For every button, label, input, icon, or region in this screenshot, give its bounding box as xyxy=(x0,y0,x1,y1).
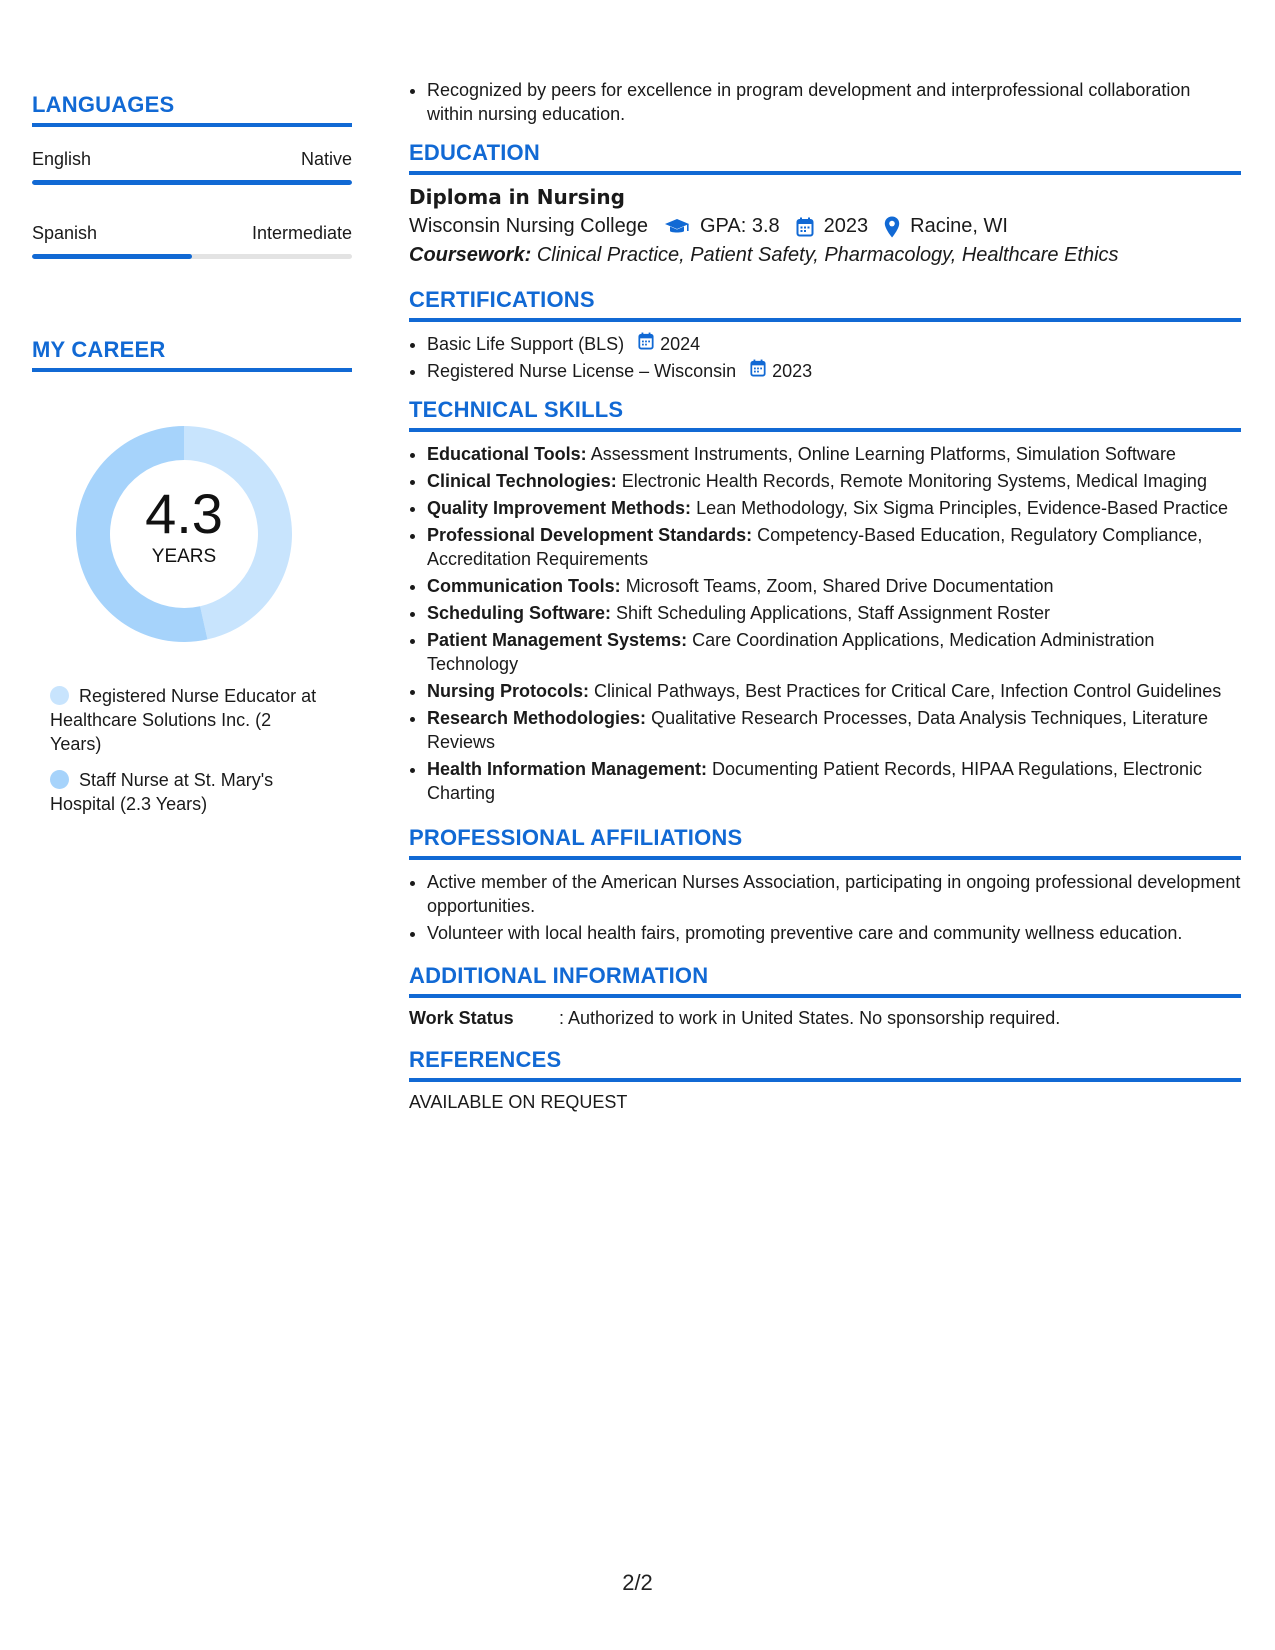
certification-year: 2023 xyxy=(772,361,813,381)
skill-values: Competency-Based Education, Regulatory Compliance, Accreditation Requirements xyxy=(427,525,1203,569)
skill-category: Health Information Management: xyxy=(427,759,708,779)
skill-values: Documenting Patient Records, HIPAA Regulations, Electronic Charting xyxy=(427,759,1202,803)
education-section xyxy=(409,140,1241,267)
education-details xyxy=(409,215,1241,238)
certifications-list xyxy=(409,332,1241,383)
certification-year: 2024 xyxy=(660,334,701,354)
certification-name: • Registered Nurse License – Wisconsin xyxy=(427,361,737,381)
degree-title: Diploma in Nursing xyxy=(409,185,625,209)
gpa: GPA: 3.8 xyxy=(699,215,780,237)
language-proficiency-bar xyxy=(32,254,352,259)
certification-item xyxy=(427,359,1241,383)
skill-category: Quality Improvement Methods: xyxy=(427,498,692,518)
skill-item xyxy=(427,706,1241,754)
skill-values: Qualitative Research Processes, Data Analysis Techniques, Literature Reviews xyxy=(427,708,1209,752)
skill-item xyxy=(427,523,1241,571)
skill-values: Shift Scheduling Applications, Staff Assignment Roster xyxy=(616,603,1050,623)
skill-values: Assessment Instruments, Online Learning Platforms, Simulation Software xyxy=(590,444,1176,464)
skills-list xyxy=(409,442,1241,805)
skill-item xyxy=(427,679,1241,703)
experience-bullet: • Recognized by peers for excellence in program development and interprofessional collaboration within nursing education. xyxy=(427,78,1241,126)
language-item-english xyxy=(32,149,352,185)
legend-dot xyxy=(50,686,69,705)
skill-item xyxy=(427,574,1241,598)
skill-category: Professional Development Standards: xyxy=(427,525,753,545)
work-status-row xyxy=(409,1008,1241,1029)
language-proficiency-fill xyxy=(32,254,192,259)
certification-name: • Basic Life Support (BLS) xyxy=(427,334,625,354)
career-legend-item xyxy=(50,684,320,756)
additional-info-heading: ADDITIONAL INFORMATION xyxy=(409,963,1241,998)
skill-category: Patient Management Systems: xyxy=(427,630,688,650)
language-proficiency-bar xyxy=(32,180,352,185)
school-location: Racine, WI xyxy=(910,215,1008,237)
references-text: AVAILABLE ON REQUEST xyxy=(409,1092,628,1112)
language-level: Native xyxy=(300,149,352,169)
skill-category: Communication Tools: xyxy=(427,576,621,596)
skill-item xyxy=(427,601,1241,625)
coursework-list: Clinical Practice, Patient Safety, Pharmacology, Healthcare Ethics xyxy=(536,244,1119,266)
skill-values: Electronic Health Records, Remote Monitoring Systems, Medical Imaging xyxy=(621,471,1207,491)
coursework-label: Coursework: xyxy=(409,244,532,266)
legend-label: Registered Nurse Educator at Healthcare Solutions Inc. (2 Years) xyxy=(50,686,317,754)
career-legend xyxy=(50,684,320,816)
affiliations-section xyxy=(409,825,1241,945)
calendar-icon xyxy=(750,359,766,383)
calendar-icon xyxy=(796,217,814,237)
education-heading: EDUCATION xyxy=(409,140,1241,175)
school-name: Wisconsin Nursing College xyxy=(409,215,648,237)
technical-skills-heading: TECHNICAL SKILLS xyxy=(409,397,1241,432)
skill-item xyxy=(427,442,1241,466)
skill-category: Educational Tools: xyxy=(427,444,587,464)
language-item-spanish xyxy=(32,223,352,259)
skill-values: Microsoft Teams, Zoom, Shared Drive Documentation xyxy=(625,576,1054,596)
affiliations-list xyxy=(409,870,1241,945)
legend-dot xyxy=(50,770,69,789)
calendar-icon xyxy=(638,332,654,356)
language-name: Spanish xyxy=(32,223,98,243)
language-level: Intermediate xyxy=(251,223,352,243)
career-total-unit: YEARS xyxy=(151,546,217,567)
career-donut-chart xyxy=(64,414,304,654)
skill-category: Nursing Protocols: xyxy=(427,681,590,701)
certifications-section xyxy=(409,287,1241,383)
certifications-heading: CERTIFICATIONS xyxy=(409,287,1241,322)
career-total-years: 4.3 xyxy=(145,482,223,545)
skill-category: Research Methodologies: xyxy=(427,708,647,728)
skill-category: Scheduling Software: xyxy=(427,603,612,623)
left-column xyxy=(32,92,352,828)
career-heading: MY CAREER xyxy=(32,337,352,372)
affiliation-item: • Active member of the American Nurses Association, participating in ongoing professional development opportunities. xyxy=(427,870,1241,918)
skill-values: Clinical Pathways, Best Practices for Critical Care, Infection Control Guidelines xyxy=(594,681,1222,701)
language-name: English xyxy=(32,149,92,169)
page-number: 2/2 xyxy=(622,1570,653,1595)
additional-info-section xyxy=(409,963,1241,1029)
skill-values: Lean Methodology, Six Sigma Principles, Evidence-Based Practice xyxy=(696,498,1229,518)
skill-item xyxy=(427,757,1241,805)
location-pin-icon xyxy=(884,216,900,238)
technical-skills-section xyxy=(409,397,1241,805)
languages-heading: LANGUAGES xyxy=(32,92,352,127)
work-status-label: Work Status xyxy=(409,1008,514,1028)
graduation-cap-icon xyxy=(664,217,690,237)
right-column xyxy=(409,78,1241,1113)
affiliation-item: • Volunteer with local health fairs, promoting preventive care and community wellness education. xyxy=(427,921,1241,945)
skill-item xyxy=(427,496,1241,520)
work-status-value: : Authorized to work in United States. No sponsorship required. xyxy=(559,1008,1061,1028)
skill-item xyxy=(427,469,1241,493)
coursework xyxy=(409,244,1241,267)
references-section xyxy=(409,1047,1241,1113)
skill-category: Clinical Technologies: xyxy=(427,471,617,491)
references-heading: REFERENCES xyxy=(409,1047,1241,1082)
language-proficiency-fill xyxy=(32,180,352,185)
experience-bullets xyxy=(409,78,1241,126)
skill-item xyxy=(427,628,1241,676)
certification-item xyxy=(427,332,1241,356)
career-legend-item xyxy=(50,768,320,816)
graduation-year: 2023 xyxy=(823,215,869,237)
legend-label: Staff Nurse at St. Mary's Hospital (2.3 Years) xyxy=(50,770,274,814)
skill-values: Care Coordination Applications, Medication Administration Technology xyxy=(427,630,1155,674)
affiliations-heading: PROFESSIONAL AFFILIATIONS xyxy=(409,825,1241,860)
